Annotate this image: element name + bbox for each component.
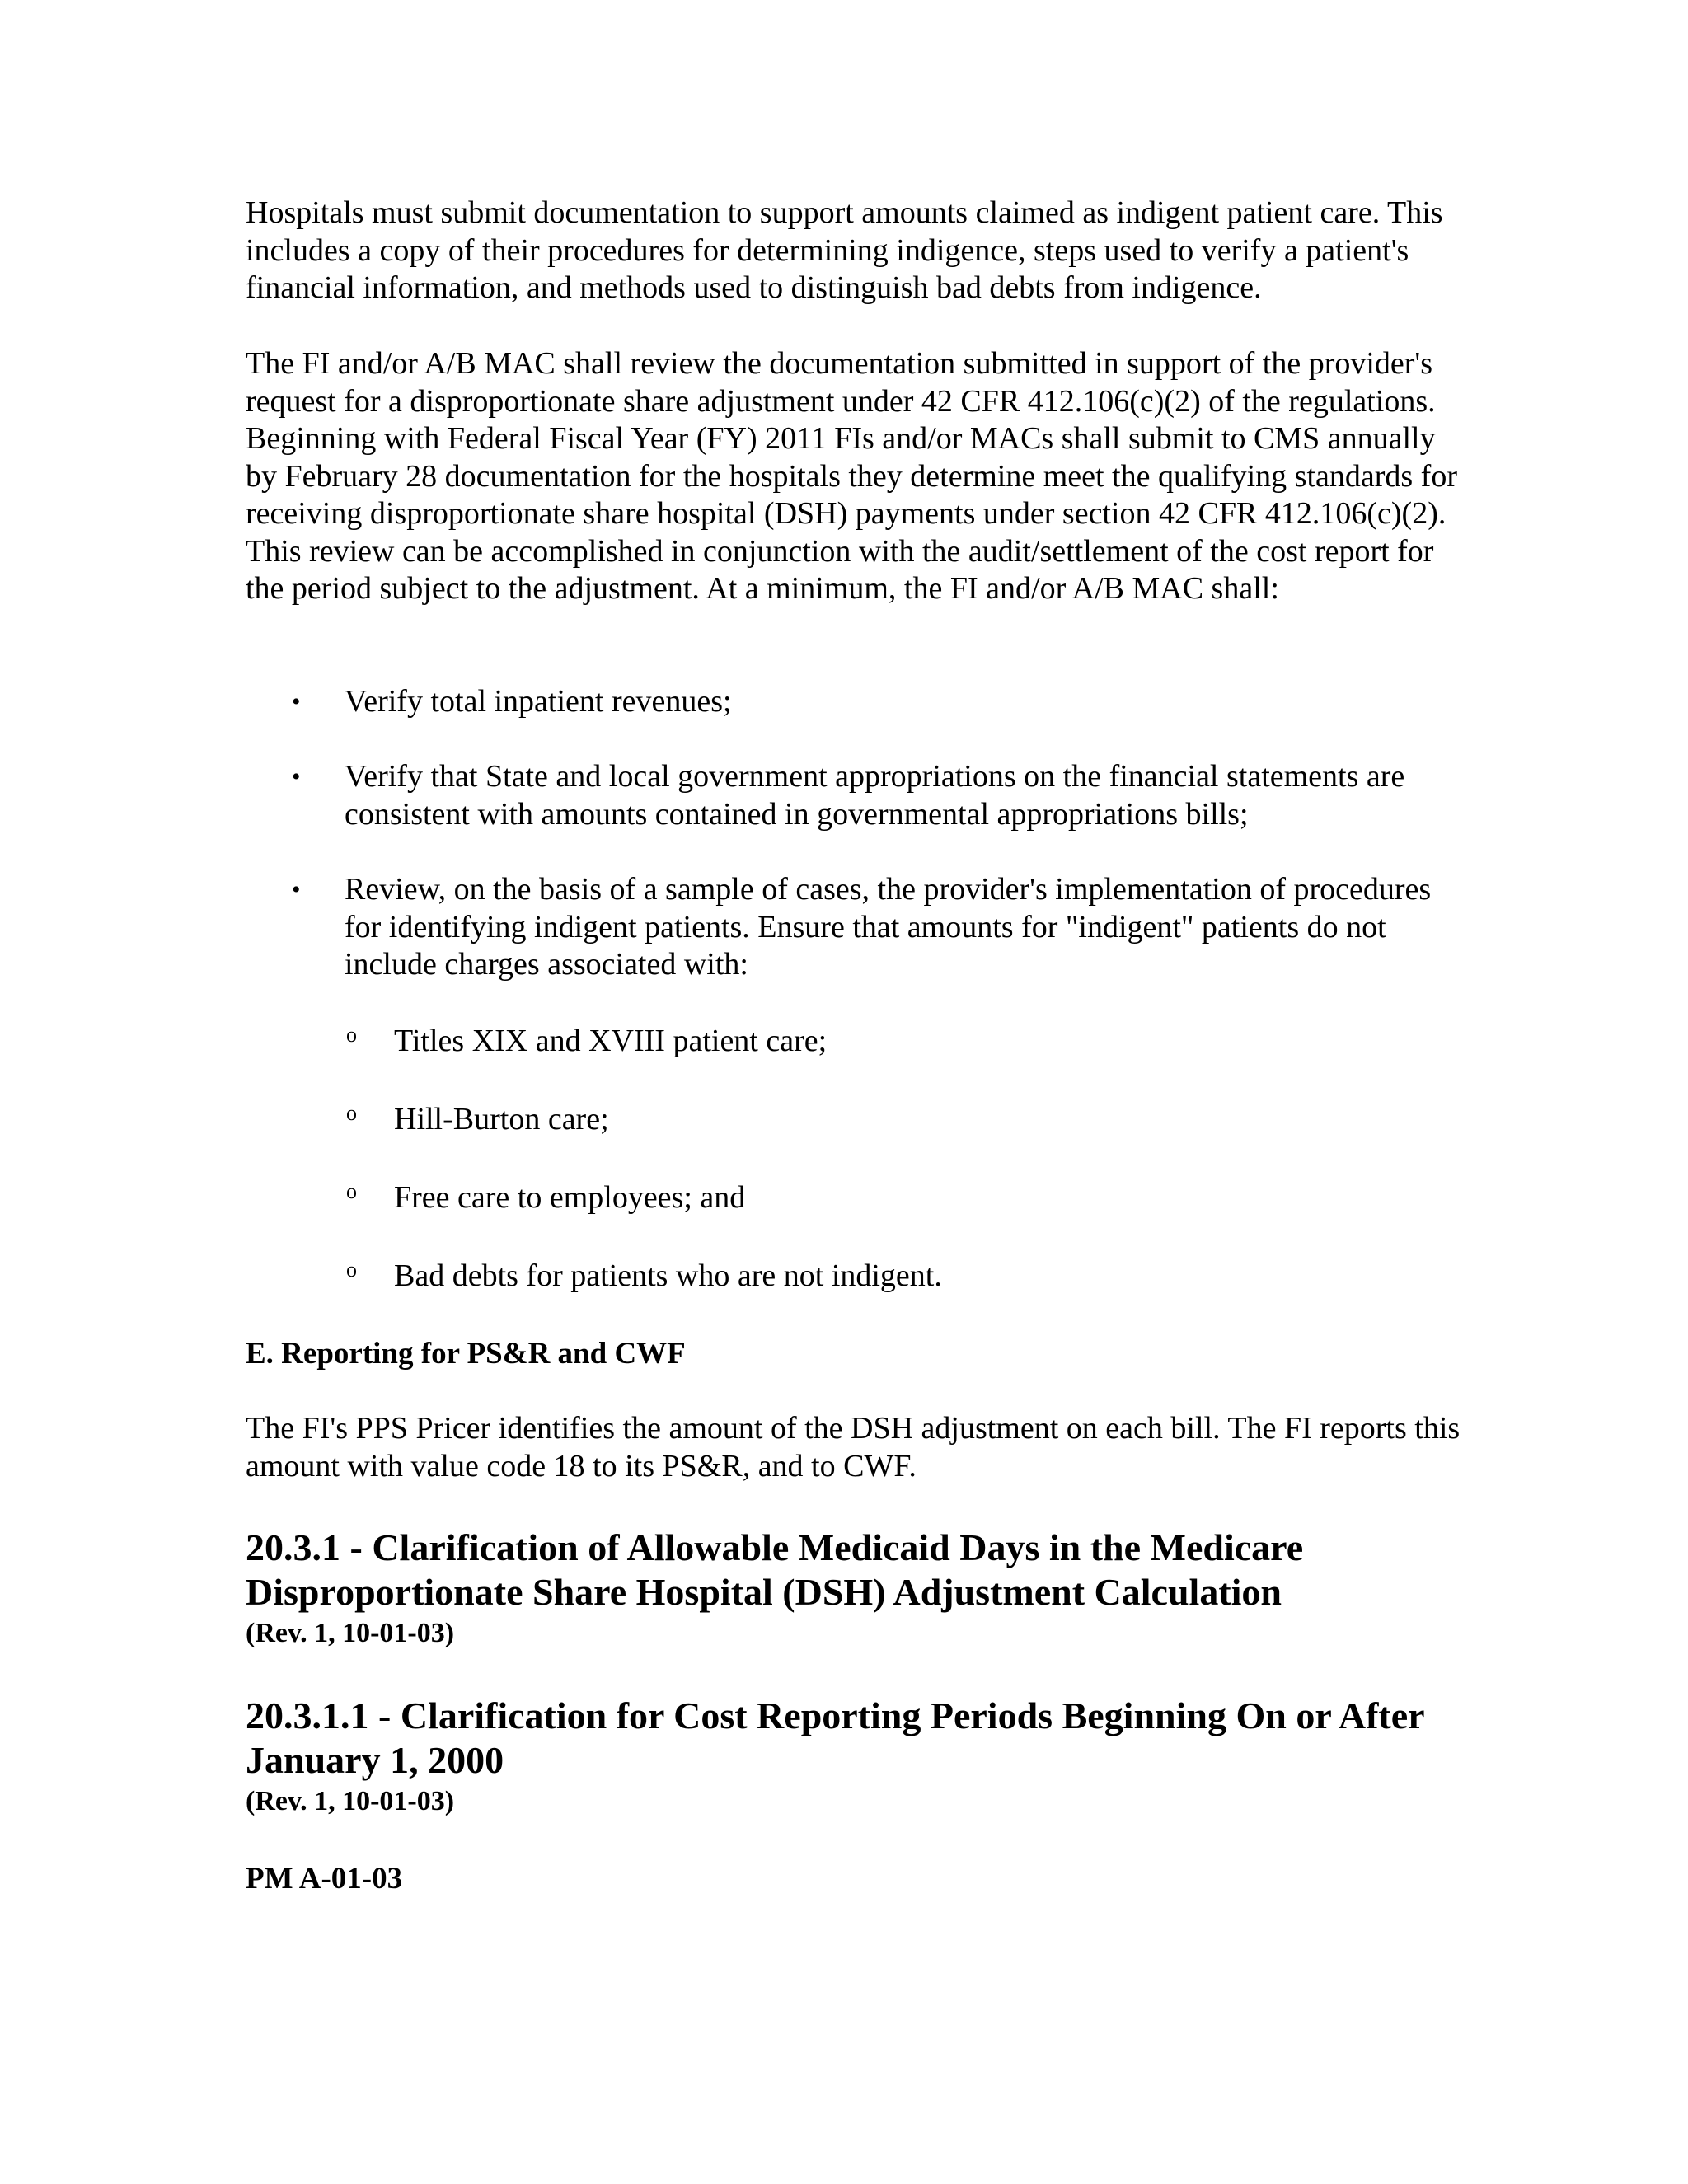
bullet-icon: •	[292, 763, 301, 790]
circle-bullet-icon: o	[346, 1179, 357, 1203]
circle-bullet-icon: o	[346, 1258, 357, 1282]
section-e-text: The FI's PPS Pricer identifies the amount of the DSH adjustment on each bill. The FI reports this amount with value code 18 to its PS&R, and to CWF.	[246, 1411, 1461, 1483]
section-20311-revision: (Rev. 1, 10-01-03)	[246, 1786, 455, 1816]
section-20311-title: 20.3.1.1 - Clarification for Cost Reporting Periods Beginning On or After January 1, 2000	[246, 1694, 1424, 1781]
paragraph-indigent-documentation: Hospitals must submit documentation to support amounts claimed as indigent patient care. This includes a copy of their procedures for determining indigence, steps used to verify a patient's financial information, and methods used to distinguish bad debts from indigence.	[246, 195, 1443, 305]
circle-bullet-icon: o	[346, 1023, 357, 1047]
sub-bullet-text: Bad debts for patients who are not indigent.	[394, 1258, 942, 1293]
section-2031-title: 20.3.1 - Clarification of Allowable Medicaid Days in the Medicare Disproportionate Share Hospital (DSH) Adjustment Calculation	[246, 1526, 1304, 1613]
section-2031-revision: (Rev. 1, 10-01-03)	[246, 1618, 455, 1648]
bullet-icon: •	[292, 688, 301, 715]
bullet-icon: •	[292, 876, 301, 903]
section-e-heading: E. Reporting for PS&R and CWF	[246, 1337, 686, 1371]
circle-bullet-icon: o	[346, 1101, 357, 1125]
paragraph-fi-review: The FI and/or A/B MAC shall review the documentation submitted in support of the provider's request for a disproportionate share adjustment under 42 CFR 412.106(c)(2) of the regulations. Beginning with Federal Fiscal Year (FY) 2011 FIs and/or MACs shall submit to CMS annually by February 28 documentation for the hospitals they determine meet the qualifying standards for receiving disproportionate share hospital (DSH) payments under section 42 CFR 412.106(c)(2). This review can be accomplished in conjunction with the audit/settlement of the cost report for the period subject to the adjustment. At a minimum, the FI and/or A/B MAC shall:	[246, 346, 1457, 606]
pm-reference: PM A-01-03	[246, 1862, 403, 1896]
sub-bullet-text: Titles XIX and XVIII patient care;	[394, 1024, 828, 1058]
sub-bullet-text: Hill-Burton care;	[394, 1102, 609, 1137]
bullet-text: Verify total inpatient revenues;	[345, 684, 732, 719]
bullet-text: Verify that State and local government appropriations on the financial statements are consistent with amounts contained in governmental appropriations bills;	[345, 759, 1405, 832]
sub-bullet-text: Free care to employees; and	[394, 1180, 746, 1215]
bullet-text: Review, on the basis of a sample of cases, the provider's implementation of procedures for identifying indigent patients. Ensure that amounts for "indigent" patients do not include charges associated with:	[345, 872, 1432, 982]
